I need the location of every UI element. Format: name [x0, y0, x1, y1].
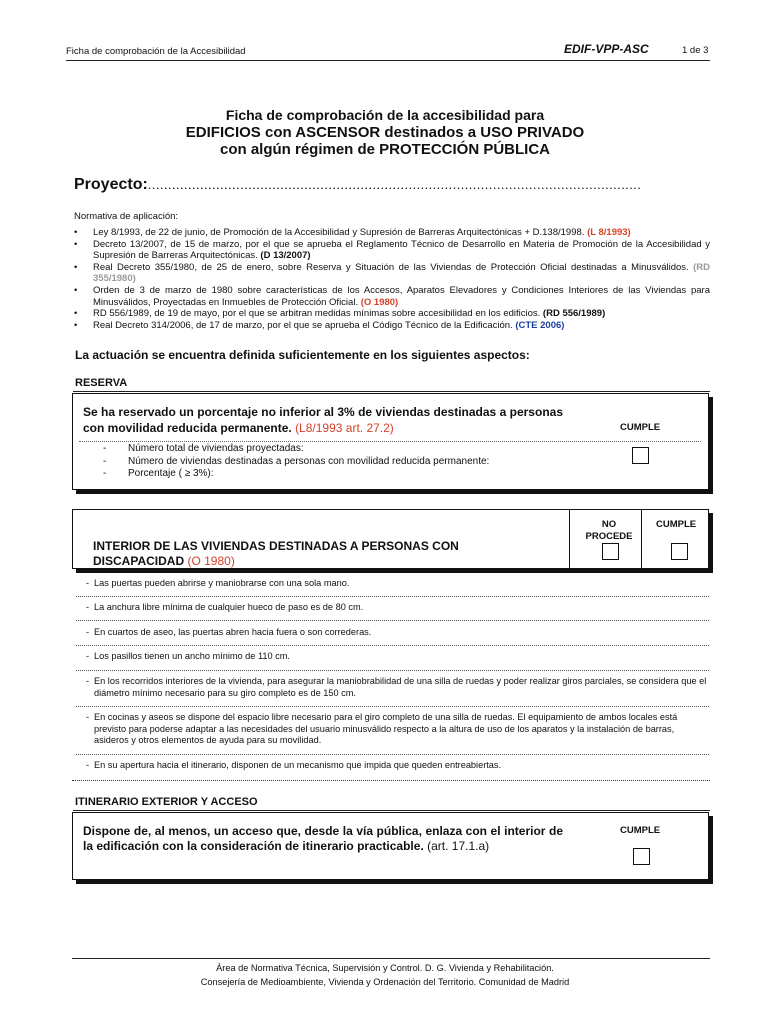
- header-rule: [66, 60, 710, 61]
- footer-line-1: Área de Normativa Técnica, Supervisión y Control. D. G. Vivienda y Rehabilitación.: [216, 963, 554, 973]
- itinerario-statement: Dispone de, al menos, un acceso que, desde la vía pública, enlaza con el interior de la edificación con la consideración de itinerario practicable. (art. 17.1.a): [83, 824, 563, 853]
- normativa-label: Normativa de aplicación:: [74, 211, 179, 222]
- document-code: EDIF-VPP-ASC: [564, 42, 649, 56]
- normativa-item: • Decreto 13/2007, de 15 de marzo, por el que se aprueba el Reglamento Técnico de Desarrollo en Materia de Promoción de la Accesibilidad y Supresión de Barreras Arquitectónicas. (D 13/2007): [74, 239, 710, 262]
- reserva-item: - Porcentaje ( ≥ 3%):: [103, 468, 214, 479]
- reserva-statement: Se ha reservado un porcentaje no inferior al 3% de viviendas destinadas a personas con movilidad reducida permanente. (L8/1993 art. 27.2): [83, 405, 563, 435]
- title-line-2: EDIFICIOS con ASCENSOR destinados a USO PRIVADO: [185, 124, 585, 141]
- itinerario-cumple-checkbox[interactable]: [633, 848, 650, 865]
- itinerario-box: [72, 812, 709, 880]
- project-label: Proyecto:: [74, 176, 148, 193]
- condition-separator: [76, 754, 709, 755]
- reserva-rule: [73, 391, 710, 392]
- condition-separator: [76, 596, 709, 597]
- normativa-ref: (D 13/2007): [260, 250, 311, 262]
- condition-row: - En cocinas y aseos se dispone del espacio libre necesario para el giro completo de una silla de ruedas. El equipamiento de ambos locales está previsto para poderse adaptar a las necesidades del usuario minusválido respecto a la altura de uso de los aparatos y la instalación de barras, asideros y otros elementos de ayuda para su movilidad.: [86, 712, 678, 746]
- reserva-cumple-checkbox[interactable]: [632, 447, 649, 464]
- project-dots: ...........................................................................................................................: [147, 177, 642, 192]
- condition-row: - La anchura libre mínima de cualquier hueco de paso es de 80 cm.: [86, 602, 364, 612]
- reserva-item: - Número total de viviendas proyectadas:: [103, 443, 304, 454]
- header-left-text: Ficha de comprobación de la Accesibilidad: [66, 46, 246, 57]
- normativa-ref: (RD 355/1980): [93, 261, 711, 285]
- itinerario-rule: [73, 810, 710, 811]
- condition-separator: [76, 620, 709, 621]
- condition-row: - Los pasillos tienen un ancho mínimo de 110 cm.: [86, 651, 290, 661]
- page-number: 1 de 3: [682, 45, 709, 56]
- title-line-1: Ficha de comprobación de la accesibilidad para: [225, 107, 545, 123]
- reserva-separator: [79, 441, 701, 442]
- normativa-list: [74, 227, 710, 331]
- interior-box: [72, 509, 709, 569]
- project-field[interactable]: [74, 176, 641, 194]
- reserva-item: - Número de viviendas destinadas a personas con movilidad reducida permanente:: [103, 455, 490, 467]
- interior-cumple-label: CUMPLE: [656, 519, 697, 530]
- normativa-ref: (L 8/1993): [587, 227, 631, 238]
- title-line-3: con algún régimen de PROTECCIÓN PÚBLICA: [219, 141, 551, 158]
- interior-bottom-rule: [72, 780, 710, 781]
- normativa-ref: (RD 556/1989): [542, 308, 606, 320]
- itinerario-cumple-label: CUMPLE: [620, 825, 661, 836]
- reserva-heading: RESERVA: [75, 377, 128, 389]
- interior-cumple-checkbox[interactable]: [671, 543, 688, 560]
- interior-ref: (O 1980): [187, 554, 235, 568]
- interior-no-procede-label: NO PROCEDE: [585, 519, 633, 542]
- normativa-item: • Ley 8/1993, de 22 de junio, de Promoción de la Accesibilidad y Supresión de Barreras Arquitectónicas + D.138/1998. (L 8/1993): [74, 227, 710, 239]
- condition-separator: [76, 706, 709, 707]
- condition-separator: [76, 670, 709, 671]
- interior-no-procede-checkbox[interactable]: [602, 543, 619, 560]
- reserva-cumple-label: CUMPLE: [620, 422, 661, 433]
- interior-col-divider: [641, 509, 642, 568]
- reserva-items: [103, 443, 563, 481]
- normativa-item: • RD 556/1989, de 19 de mayo, por el que se arbitran medidas mínimas sobre accesibilidad en los edificios. (RD 556/1989): [74, 308, 710, 320]
- reserva-box: [72, 393, 709, 490]
- actuacion-heading: La actuación se encuentra definida suficientemente en los siguientes aspectos:: [75, 348, 530, 362]
- condition-row: - En los recorridos interiores de la vivienda, para asegurar la maniobrabilidad de una silla de ruedas y poder realizar giros parciales, se considera que el diámetro mínimo necesario para su giro completo es de 150 cm.: [86, 676, 707, 698]
- interior-heading: INTERIOR DE LAS VIVIENDAS DESTINADAS A PERSONAS CON DISCAPACIDAD (O 1980): [93, 539, 459, 568]
- normativa-ref: (CTE 2006): [515, 319, 565, 331]
- condition-row: - En cuartos de aseo, las puertas abren hacia fuera o son correderas.: [86, 627, 372, 637]
- itinerario-ref: (art. 17.1.a): [427, 839, 490, 853]
- footer-rule: [72, 958, 710, 959]
- normativa-item: • Orden de 3 de marzo de 1980 sobre características de los Accesos, Aparatos Elevadores y Condiciones Interiores de las Viviendas para Minusválidos, Proyectadas en Inmuebles de Protección Oficial. (O 1980): [74, 285, 710, 308]
- condition-row: - Las puertas pueden abrirse y maniobrarse con una sola mano.: [86, 578, 350, 588]
- condition-row: - En su apertura hacia el itinerario, disponen de un mecanismo que impida que queden entreabiertas.: [86, 760, 502, 770]
- itinerario-heading: ITINERARIO EXTERIOR Y ACCESO: [75, 796, 258, 808]
- interior-col-divider: [569, 509, 570, 568]
- normativa-item: • Real Decreto 355/1980, de 25 de enero, sobre Reserva y Situación de las Viviendas de Protección Oficial destinadas a Minusválidos. (RD 355/1980): [74, 262, 710, 285]
- normativa-item: • Real Decreto 314/2006, de 17 de marzo, por el que se aprueba el Código Técnico de la Edificación. (CTE 2006): [74, 320, 710, 332]
- footer-line-2: Consejería de Medioambiente, Vivienda y Ordenación del Territorio. Comunidad de Madrid: [200, 977, 570, 987]
- reserva-ref: (L8/1993 art. 27.2): [295, 420, 394, 435]
- condition-separator: [76, 645, 709, 646]
- normativa-ref: (O 1980): [360, 296, 399, 308]
